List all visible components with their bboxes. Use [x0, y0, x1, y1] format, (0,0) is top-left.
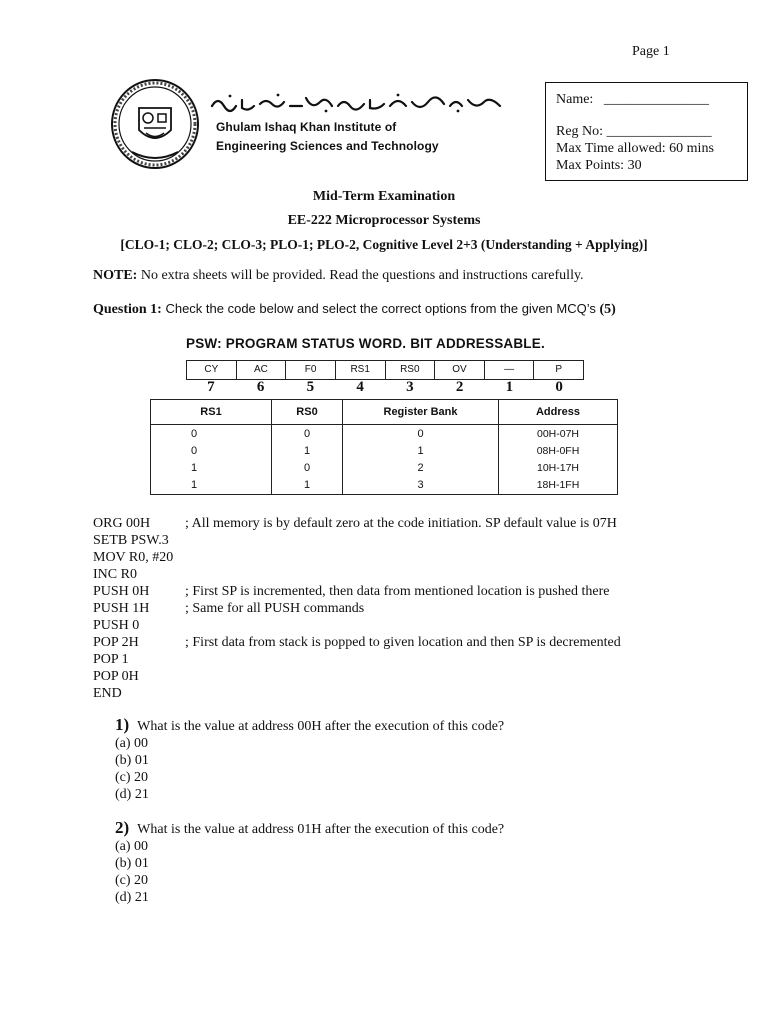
- code-line: [93, 685, 173, 702]
- code-instruction: END: [93, 686, 122, 701]
- table-row: [151, 442, 618, 459]
- clo-line: [CLO-1; CLO-2; CLO-3; PLO-1; PLO-2, Cognitive Level 2+3 (Understanding + Applying)]: [120, 237, 648, 252]
- table-row: [151, 477, 618, 495]
- psw-bit-cell: CY: [186, 360, 236, 380]
- psw-bit-cell: —: [484, 360, 534, 380]
- institute-seal-logo: [110, 78, 200, 170]
- register-bank-table: [150, 399, 618, 495]
- note: [93, 268, 584, 284]
- mcq-option[interactable]: (a) 00: [115, 736, 149, 751]
- code-line: [93, 600, 365, 617]
- question-1-marks: (5): [599, 302, 616, 317]
- table-cell: 3: [343, 477, 499, 495]
- mcq-question-text: What is the value at address 01H after the execution of this code?: [137, 822, 505, 837]
- name-field[interactable]: [556, 91, 737, 108]
- code-line: [93, 583, 610, 600]
- institute-urdu-name-logo: [208, 92, 508, 114]
- table-cell: 0: [151, 442, 272, 459]
- table-cell: 0: [272, 459, 343, 476]
- column-header: Register Bank: [343, 400, 499, 425]
- psw-bit-cell: RS1: [335, 360, 385, 380]
- code-comment: ; All memory is by default zero at the code initiation. SP default value is 07H: [185, 516, 617, 531]
- table-cell: 1: [151, 459, 272, 476]
- mcq-question: [115, 819, 504, 838]
- psw-bit-cell: OV: [434, 360, 484, 380]
- table-cell: 00H-07H: [499, 425, 618, 443]
- psw-bit-cell: F0: [285, 360, 335, 380]
- table-cell: 0: [343, 425, 499, 443]
- page-number: Page 1: [632, 44, 670, 59]
- table-row: [151, 425, 618, 443]
- table-cell: 1: [272, 442, 343, 459]
- mcq-option[interactable]: (d) 21: [115, 787, 149, 802]
- question-1-heading: [93, 301, 616, 318]
- note-label: NOTE:: [93, 268, 138, 283]
- bit-number: 3: [406, 379, 414, 395]
- max-time: Max Time allowed: 60 mins: [556, 141, 714, 156]
- bit-number: 1: [505, 379, 514, 395]
- table-cell: 08H-0FH: [499, 442, 618, 459]
- code-line: [93, 515, 617, 532]
- table-cell: 2: [343, 459, 499, 476]
- code-instruction: PUSH 0H: [93, 584, 150, 599]
- psw-title: PSW: PROGRAM STATUS WORD. BIT ADDRESSABLE.: [186, 336, 545, 351]
- bit-number: 2: [455, 379, 464, 395]
- mcq-question: [115, 716, 504, 735]
- psw-bit-row: [186, 360, 584, 380]
- psw-bit-cell: AC: [236, 360, 286, 380]
- column-header: RS0: [272, 400, 343, 425]
- code-line: [93, 549, 173, 566]
- bit-number: 4: [356, 379, 364, 395]
- table-row: [151, 459, 618, 476]
- table-cell: 10H-17H: [499, 459, 618, 476]
- code-instruction: POP 0H: [93, 669, 139, 684]
- course-title: EE-222 Microprocessor Systems: [287, 213, 481, 228]
- institute-name-line1: Ghulam Ishaq Khan Institute of: [216, 120, 397, 134]
- psw-bit-numbers: [186, 379, 584, 396]
- code-line: [93, 532, 173, 549]
- max-points: Max Points: 30: [556, 158, 642, 173]
- mcq-option[interactable]: (a) 00: [115, 839, 149, 854]
- mcq-option[interactable]: (d) 21: [115, 890, 149, 905]
- column-header: RS1: [151, 400, 272, 425]
- reg-no-blank: _______________: [606, 124, 712, 139]
- exam-title: Mid-Term Examination: [312, 189, 456, 204]
- code-instruction: PUSH 1H: [93, 601, 150, 616]
- name-label: Name:: [556, 92, 594, 107]
- table-cell: 1: [272, 477, 343, 495]
- mcq-number: 2): [115, 818, 130, 837]
- code-comment: ; Same for all PUSH commands: [185, 601, 365, 616]
- mcq-option[interactable]: (c) 20: [115, 873, 149, 888]
- bit-number: 0: [555, 379, 563, 395]
- table-cell: 0: [151, 425, 272, 443]
- code-instruction: SETB PSW.3: [93, 533, 169, 548]
- code-line: [93, 634, 621, 651]
- code-instruction: MOV R0, #20: [93, 550, 174, 565]
- name-blank: _______________: [603, 92, 709, 107]
- code-instruction: POP 2H: [93, 635, 139, 650]
- institute-name-line2: Engineering Sciences and Technology: [216, 139, 439, 153]
- mcq-2: [115, 819, 504, 906]
- bit-number: 5: [306, 379, 315, 395]
- question-1-label: Question 1:: [93, 302, 162, 317]
- code-instruction: INC R0: [93, 567, 137, 582]
- table-cell: 18H-1FH: [499, 477, 618, 495]
- table-cell: 1: [151, 477, 272, 495]
- code-line: [93, 651, 173, 668]
- table-cell: 0: [272, 425, 343, 443]
- mcq-1: [115, 716, 504, 803]
- code-line: [93, 668, 173, 685]
- code-instruction: ORG 00H: [93, 516, 151, 531]
- mcq-option[interactable]: (c) 20: [115, 770, 149, 785]
- bit-number: 6: [256, 379, 265, 395]
- assembly-code: [93, 515, 621, 702]
- code-comment: ; First SP is incremented, then data from mentioned location is pushed there: [185, 584, 610, 599]
- question-1-text: Check the code below and select the correct options from the given MCQ’s: [161, 301, 600, 316]
- psw-bit-cell: P: [533, 360, 584, 380]
- code-comment: ; First data from stack is popped to given location and then SP is decremented: [185, 635, 621, 650]
- institute-name: [216, 118, 439, 156]
- bit-number: 7: [207, 379, 215, 395]
- column-header: Address: [499, 400, 618, 425]
- student-info-box: [545, 82, 748, 181]
- reg-no-field[interactable]: [556, 123, 737, 140]
- code-line: [93, 566, 173, 583]
- code-instruction: POP 1: [93, 652, 129, 667]
- mcq-option[interactable]: (b) 01: [115, 856, 149, 871]
- table-cell: 1: [343, 442, 499, 459]
- mcq-option[interactable]: (b) 01: [115, 753, 149, 768]
- reg-no-label: Reg No:: [556, 124, 604, 139]
- mcq-question-text: What is the value at address 00H after the execution of this code?: [137, 719, 505, 734]
- psw-bit-cell: RS0: [385, 360, 435, 380]
- note-text: No extra sheets will be provided. Read the questions and instructions carefully.: [137, 268, 584, 283]
- code-instruction: PUSH 0: [93, 618, 140, 633]
- mcq-number: 1): [115, 715, 130, 734]
- code-line: [93, 617, 173, 634]
